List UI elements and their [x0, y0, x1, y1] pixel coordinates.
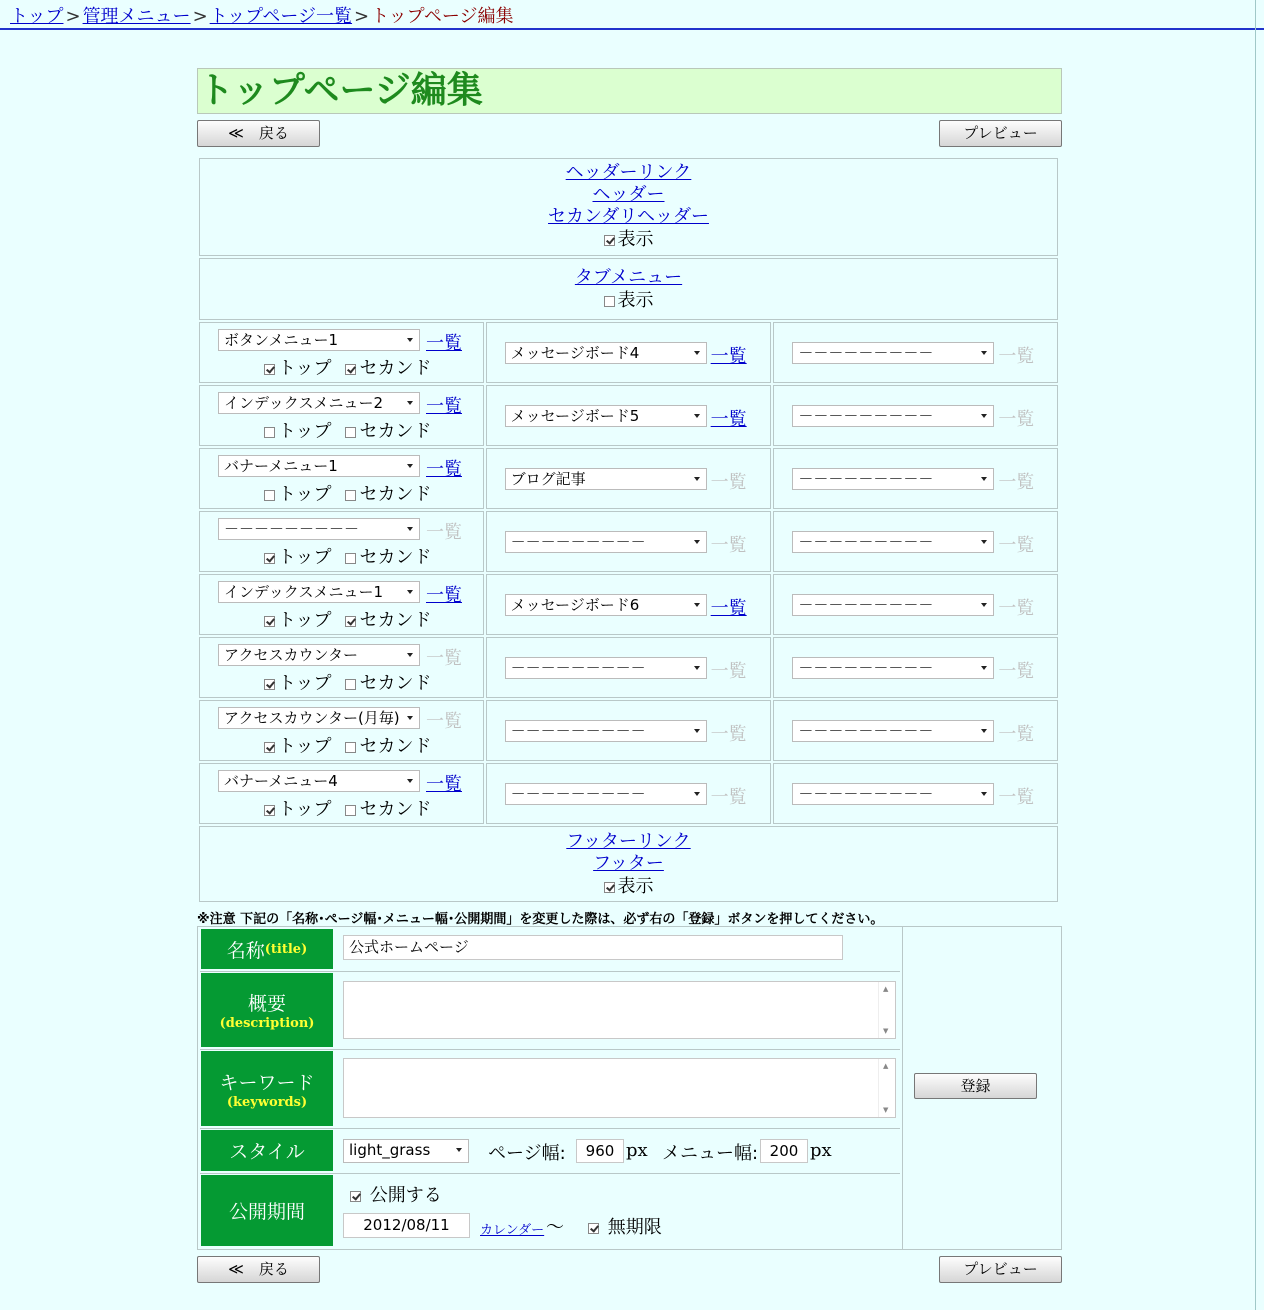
- top-checkbox-label: トップ: [278, 736, 332, 757]
- list-link-left[interactable]: 一覧: [426, 396, 462, 417]
- header-link[interactable]: ヘッダー: [592, 184, 665, 205]
- preview-button-bottom[interactable]: プレビュー: [939, 1256, 1062, 1283]
- form-row-style: [200, 1128, 900, 1174]
- back-button-bottom[interactable]: ≪ 戻る: [197, 1256, 320, 1283]
- module-select-right[interactable]: －－－－－－－－－: [792, 657, 994, 679]
- footer-link-link[interactable]: フッターリンク: [566, 831, 691, 852]
- top-checkbox-label: トップ: [278, 421, 332, 442]
- top-checkbox[interactable]: [264, 616, 275, 627]
- list-link-right: 一覧: [998, 346, 1035, 367]
- register-button[interactable]: 登録: [914, 1073, 1037, 1099]
- form-row-description: [200, 971, 900, 1050]
- list-link-middle: 一覧: [710, 787, 747, 808]
- main-content: [197, 68, 1062, 1292]
- breadcrumb: [0, 0, 1264, 30]
- calendar-link[interactable]: カレンダー: [480, 1223, 545, 1238]
- second-checkbox[interactable]: [345, 427, 356, 438]
- notice-text: ※注意 下記の「名称･ページ幅･メニュー幅･公開期間」を変更した際は、必ず右の「登録」ボタンを押してください。: [197, 912, 884, 927]
- list-link-right: 一覧: [998, 472, 1035, 493]
- second-checkbox[interactable]: [345, 742, 356, 753]
- header-link-link[interactable]: ヘッダーリンク: [565, 162, 692, 183]
- period-label: 公開期間: [201, 1175, 333, 1246]
- second-checkbox[interactable]: [345, 553, 356, 564]
- second-checkbox-label: セカンド: [359, 673, 432, 694]
- breadcrumb-current: トップページ編集: [371, 6, 514, 27]
- textarea-scrollbar[interactable]: [878, 1059, 895, 1117]
- top-checkbox-label: トップ: [278, 673, 332, 694]
- publish-checkbox[interactable]: [350, 1191, 361, 1202]
- list-link-middle: 一覧: [710, 472, 747, 493]
- second-checkbox[interactable]: [345, 364, 356, 375]
- tab-menu-link[interactable]: タブメニュー: [574, 267, 683, 288]
- list-link-left: 一覧: [426, 711, 462, 732]
- module-select-left[interactable]: バナーメニュー1: [218, 455, 420, 477]
- second-checkbox-label: セカンド: [359, 736, 432, 757]
- breadcrumb-separator: >: [354, 6, 370, 27]
- style-label: スタイル: [201, 1130, 333, 1171]
- list-link-left[interactable]: 一覧: [426, 333, 462, 354]
- module-select-right[interactable]: －－－－－－－－－: [792, 468, 994, 490]
- module-select-right[interactable]: －－－－－－－－－: [792, 342, 994, 364]
- tilde: ～: [546, 1217, 564, 1238]
- header-show-checkbox[interactable]: [604, 235, 615, 246]
- module-select-right[interactable]: －－－－－－－－－: [792, 405, 994, 427]
- footer-link[interactable]: フッター: [593, 853, 664, 874]
- keywords-label: キーワード (keywords): [201, 1051, 333, 1126]
- page-width-unit: px: [626, 1140, 648, 1161]
- list-link-right: 一覧: [998, 787, 1035, 808]
- grid-row: [199, 385, 1058, 446]
- tab-menu-show-label: 表示: [617, 290, 654, 311]
- top-checkbox[interactable]: [264, 490, 275, 501]
- module-select-left[interactable]: ボタンメニュー1: [218, 329, 420, 351]
- list-link-middle: 一覧: [710, 661, 747, 682]
- description-textarea[interactable]: [343, 981, 896, 1039]
- top-checkbox-label: トップ: [278, 799, 332, 820]
- list-link-left[interactable]: 一覧: [426, 774, 462, 795]
- top-checkbox[interactable]: [264, 553, 275, 564]
- module-select-left[interactable]: －－－－－－－－－: [218, 518, 420, 540]
- module-grid: [197, 320, 1060, 826]
- header-show-label: 表示: [617, 229, 654, 250]
- page-width-input[interactable]: 960: [576, 1139, 624, 1163]
- grid-row: [199, 322, 1058, 383]
- module-select-middle[interactable]: ブログ記事: [505, 468, 707, 490]
- second-checkbox[interactable]: [345, 616, 356, 627]
- description-label: 概要 (description): [201, 973, 333, 1047]
- second-checkbox-label: セカンド: [359, 484, 432, 505]
- footer-show-label: 表示: [617, 876, 654, 897]
- list-link-left: 一覧: [426, 648, 462, 669]
- grid-row: [199, 511, 1058, 572]
- list-link-left[interactable]: 一覧: [426, 585, 462, 606]
- list-link-left: 一覧: [426, 522, 462, 543]
- preview-button[interactable]: プレビュー: [939, 120, 1062, 147]
- tab-menu-section: [199, 258, 1058, 320]
- grid-row: [199, 574, 1058, 635]
- top-checkbox-label: トップ: [278, 610, 332, 631]
- publish-label: 公開する: [369, 1185, 442, 1206]
- second-checkbox[interactable]: [345, 805, 356, 816]
- grid-row: [199, 763, 1058, 824]
- back-button[interactable]: ≪ 戻る: [197, 120, 320, 147]
- module-select-middle[interactable]: メッセージボード5: [505, 405, 707, 427]
- tab-menu-show-checkbox[interactable]: [604, 296, 615, 307]
- list-link-middle: 一覧: [710, 535, 747, 556]
- list-link-right: 一覧: [998, 409, 1035, 430]
- list-link-middle[interactable]: 一覧: [710, 598, 747, 619]
- footer-section: [199, 826, 1058, 902]
- top-checkbox-label: トップ: [278, 358, 332, 379]
- module-select-middle[interactable]: －－－－－－－－－: [505, 783, 707, 805]
- top-checkbox[interactable]: [264, 742, 275, 753]
- module-select-left[interactable]: アクセスカウンター(月毎): [218, 707, 420, 729]
- module-select-left[interactable]: インデックスメニュー2: [218, 392, 420, 414]
- second-checkbox[interactable]: [345, 679, 356, 690]
- second-checkbox[interactable]: [345, 490, 356, 501]
- secondary-header-link[interactable]: セカンダリヘッダー: [548, 206, 709, 227]
- breadcrumb-link-top[interactable]: トップ: [10, 6, 64, 27]
- unlimited-checkbox[interactable]: [588, 1223, 599, 1234]
- bottom-button-row: [197, 1256, 1062, 1292]
- footer-show-checkbox[interactable]: [604, 882, 615, 893]
- keywords-textarea[interactable]: [343, 1058, 896, 1118]
- module-select-left[interactable]: インデックスメニュー1: [218, 581, 420, 603]
- breadcrumb-link-toppage-list[interactable]: トップページ一覧: [209, 6, 353, 27]
- list-link-right: 一覧: [998, 535, 1035, 556]
- style-select[interactable]: light_grass: [343, 1139, 469, 1163]
- top-checkbox[interactable]: [264, 427, 275, 438]
- form-row-period: [200, 1173, 900, 1249]
- top-checkbox-label: トップ: [278, 484, 332, 505]
- list-link-middle[interactable]: 一覧: [710, 346, 747, 367]
- settings-form: [197, 926, 1062, 1250]
- second-checkbox-label: セカンド: [359, 358, 432, 379]
- textarea-scrollbar[interactable]: [878, 982, 895, 1038]
- top-checkbox[interactable]: [264, 805, 275, 816]
- second-checkbox-label: セカンド: [359, 799, 432, 820]
- menu-width-unit: px: [810, 1140, 832, 1161]
- page-title: トップページ編集: [197, 68, 1062, 114]
- second-checkbox-label: セカンド: [359, 421, 432, 442]
- page-width-label: ページ幅:: [488, 1143, 566, 1164]
- module-select-right[interactable]: －－－－－－－－－: [792, 783, 994, 805]
- list-link-right: 一覧: [998, 724, 1035, 745]
- module-select-right[interactable]: －－－－－－－－－: [792, 594, 994, 616]
- breadcrumb-separator: >: [192, 6, 208, 27]
- list-link-left[interactable]: 一覧: [426, 459, 462, 480]
- form-divider: [902, 927, 903, 1249]
- top-checkbox[interactable]: [264, 364, 275, 375]
- unlimited-label: 無期限: [607, 1217, 662, 1238]
- form-row-title: [200, 927, 900, 972]
- list-link-middle[interactable]: 一覧: [710, 409, 747, 430]
- title-label: 名称 (title): [201, 929, 333, 969]
- title-input[interactable]: 公式ホームページ: [343, 935, 843, 960]
- second-checkbox-label: セカンド: [359, 547, 432, 568]
- module-select-right[interactable]: －－－－－－－－－: [792, 531, 994, 553]
- module-select-left[interactable]: バナーメニュー4: [218, 770, 420, 792]
- window-edge: [1255, 0, 1256, 1310]
- breadcrumb-separator: >: [65, 6, 81, 27]
- module-select-left[interactable]: アクセスカウンター: [218, 644, 420, 666]
- header-section: [199, 158, 1058, 256]
- grid-row: [199, 637, 1058, 698]
- module-select-middle[interactable]: メッセージボード6: [505, 594, 707, 616]
- top-checkbox-label: トップ: [278, 547, 332, 568]
- module-select-right[interactable]: －－－－－－－－－: [792, 720, 994, 742]
- form-row-keywords: [200, 1049, 900, 1129]
- list-link-right: 一覧: [998, 661, 1035, 682]
- top-checkbox[interactable]: [264, 679, 275, 690]
- second-checkbox-label: セカンド: [359, 610, 432, 631]
- date-input[interactable]: 2012/08/11: [343, 1213, 470, 1238]
- top-button-row: [197, 120, 1062, 156]
- module-select-middle[interactable]: メッセージボード4: [505, 342, 707, 364]
- list-link-middle: 一覧: [710, 724, 747, 745]
- menu-width-label: メニュー幅:: [662, 1143, 759, 1164]
- list-link-right: 一覧: [998, 598, 1035, 619]
- module-select-middle[interactable]: －－－－－－－－－: [505, 720, 707, 742]
- menu-width-input[interactable]: 200: [760, 1139, 808, 1163]
- module-select-middle[interactable]: －－－－－－－－－: [505, 657, 707, 679]
- module-select-middle[interactable]: －－－－－－－－－: [505, 531, 707, 553]
- grid-row: [199, 448, 1058, 509]
- breadcrumb-link-admin-menu[interactable]: 管理メニュー: [82, 6, 191, 27]
- grid-row: [199, 700, 1058, 761]
